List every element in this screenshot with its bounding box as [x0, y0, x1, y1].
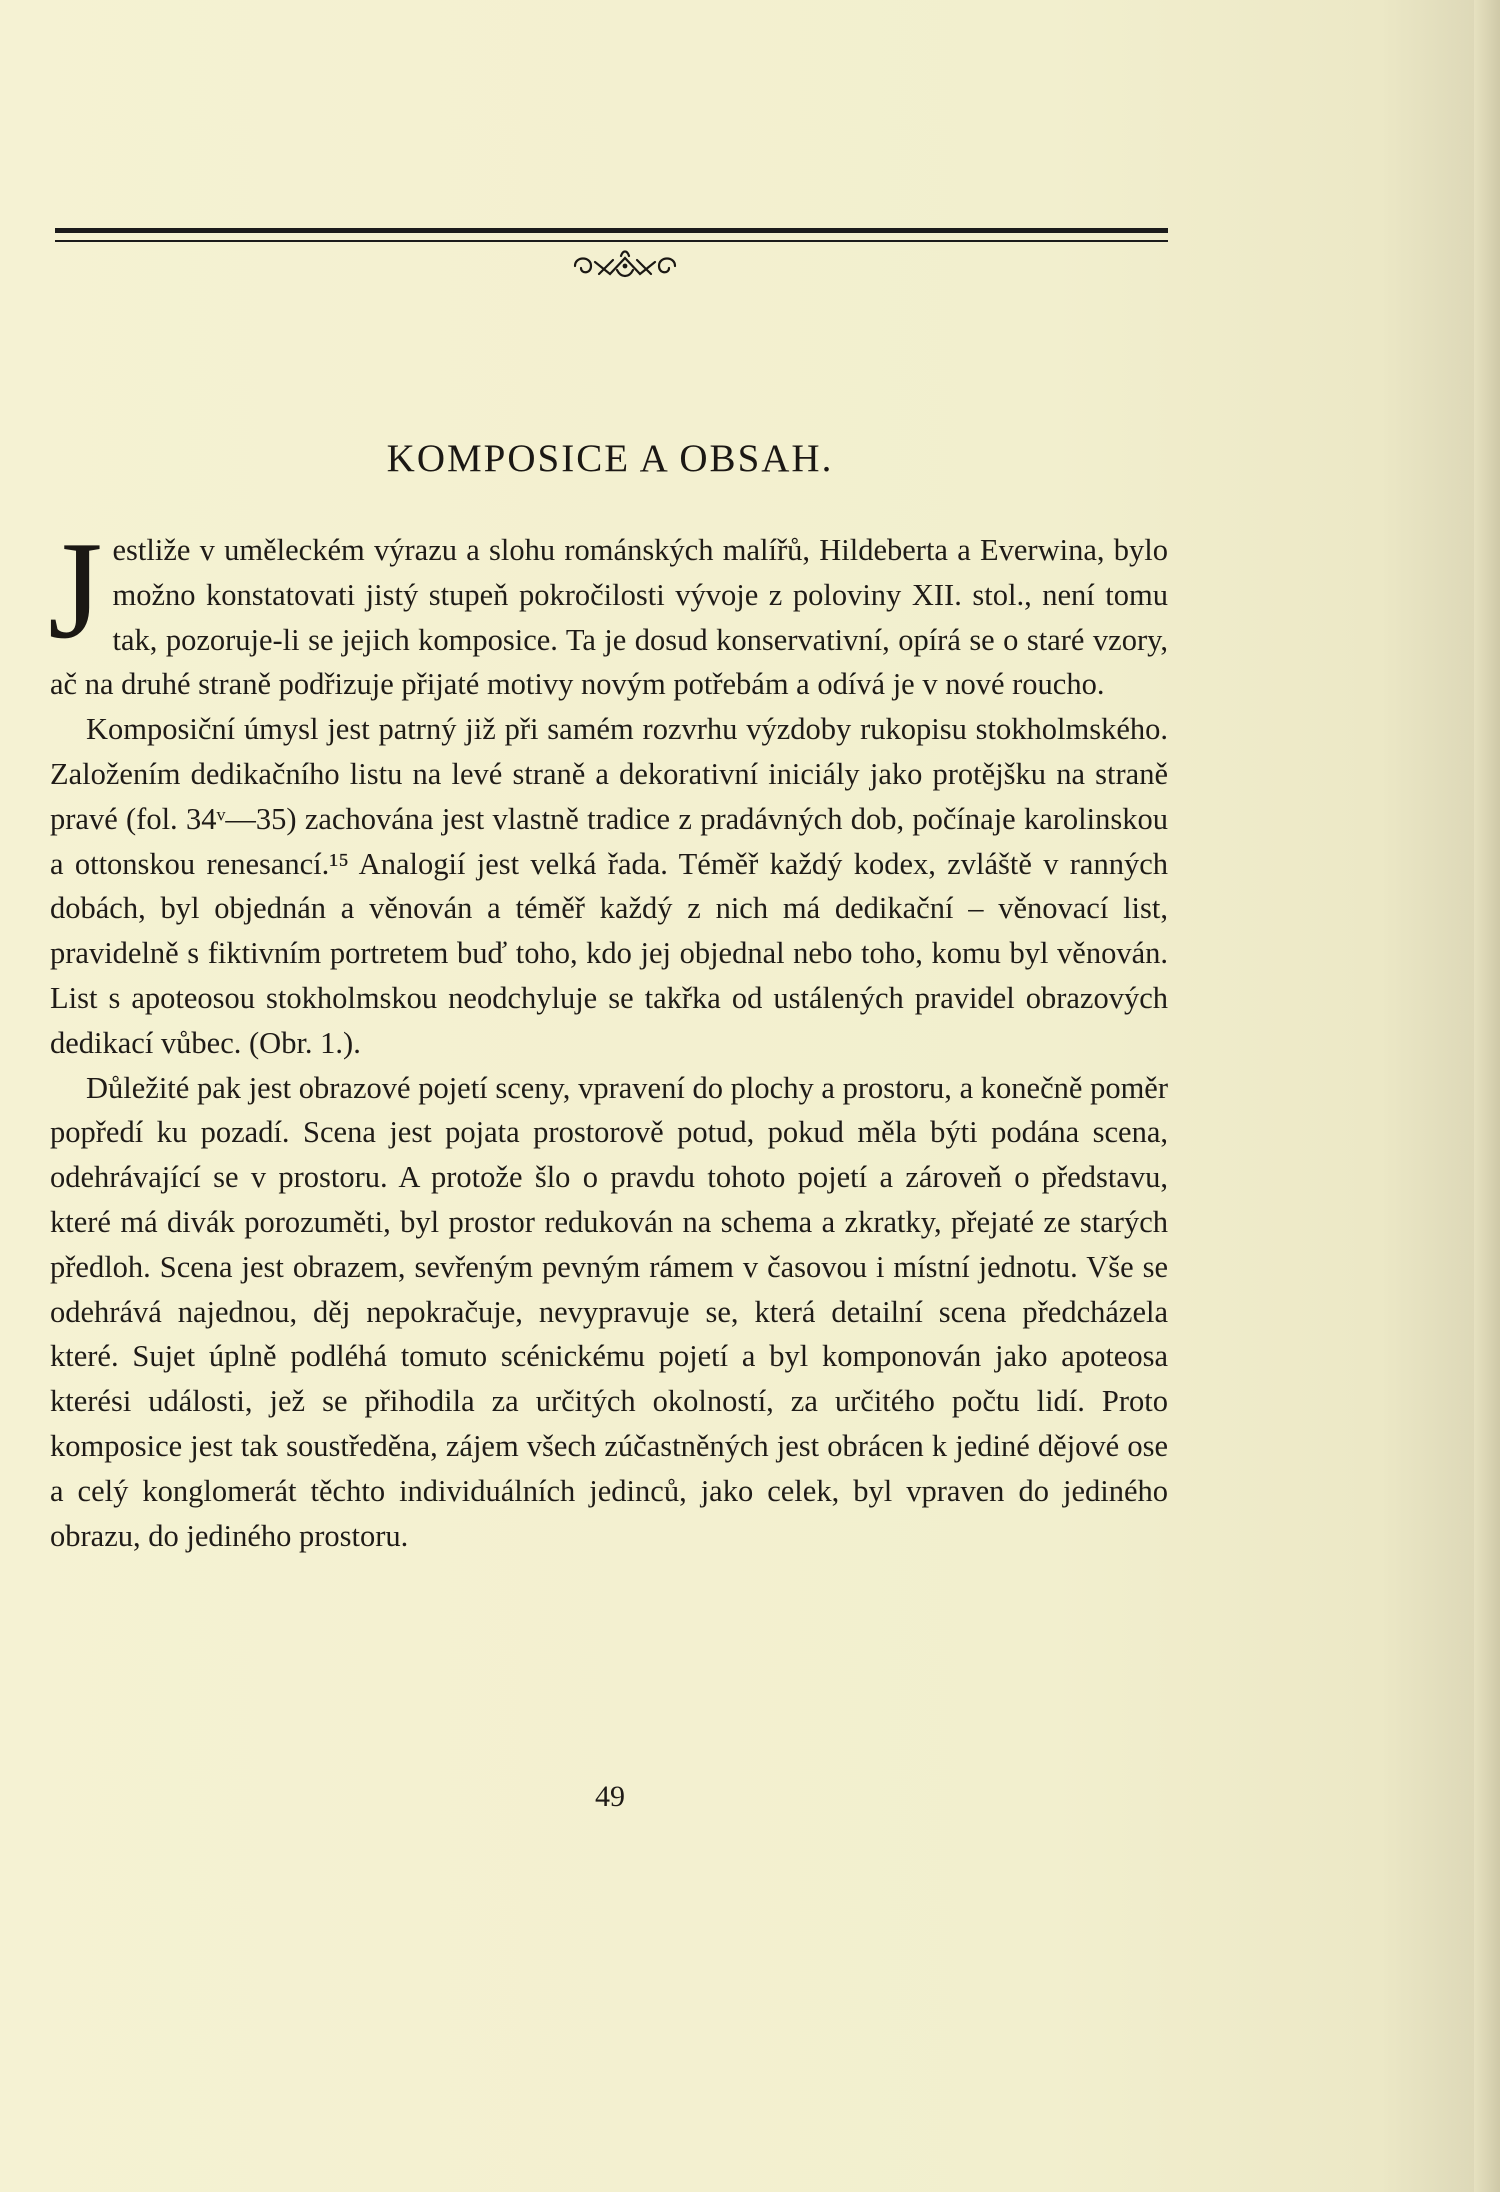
- chapter-title: KOMPOSICE A OBSAH.: [386, 437, 834, 480]
- paragraph-2: Komposiční úmysl jest patrný již při samém rozvrhu výzdoby rukopisu stokholmského. Založením dedikačního listu na levé straně a dekorativní iniciály jako protějšku na straně pravé (fol. 34ᵛ—35) zachována jest vlastně tradice z pradávných dob, počínaje karolinskou a ottonskou renesancí.¹⁵ Analogií jest velká řada. Téměř každý kodex, zvláště v ranných dobách, byl objednán a věnován a téměř každý z nich má dedikační – věnovací list, pravidelně s fiktivním portretem buď toho, kdo jej objednal nebo toho, komu byl věnován. List s apoteosou stokholmskou neodchyluje se takřka od ustálených pravidel obrazových dedikací vůbec. (Obr. 1.).: [50, 712, 1168, 1060]
- paragraph-1: [48, 513, 1168, 707]
- drop-cap: J: [48, 513, 103, 668]
- header-rule-thin: [55, 240, 1168, 242]
- floral-ornament-icon: [565, 248, 685, 282]
- paragraph-1-text: estliže v uměleckém výrazu a slohu románských malířů, Hildeberta a Everwina, bylo možno konstatovati jistý stupeň pokročilosti vývoje z poloviny XII. stol., není tomu tak, pozoruje-li se jejich komposice. Ta je dosud konservativní, opírá se o staré vzory, ač na druhé straně podřizuje přijaté motivy novým potřebám a odívá je v nové roucho.: [50, 533, 1168, 702]
- page-edge-shadow: [1474, 0, 1500, 2192]
- body-text: [48, 513, 1168, 1558]
- header-rule-thick: [55, 228, 1168, 233]
- page-number: 49: [595, 1780, 625, 1813]
- paragraph-3: Důležité pak jest obrazové pojetí sceny, vpravení do plochy a prostoru, a konečně poměr popředí ku pozadí. Scena jest pojata prostorově potud, pokud měla býti podána scena, odehrávající se v prostoru. A protože šlo o pravdu tohoto pojetí a zároveň o představu, které má divák porozuměti, byl prostor redukován na schema a zkratky, přejaté ze starých předloh. Scena jest obrazem, sevřeným pevným rámem v časovou i místní jednotu. Vše se odehrává najednou, děj nepokračuje, nevypravuje se, která detailní scena předcházela které. Sujet úplně podléhá tomuto scénickému pojetí a byl komponován jako apoteosa kterési události, jež se přihodila za určitých okolností, za určitého počtu lidí. Proto komposice jest tak soustředěna, zájem všech zúčastněných jest obrácen k jediné dějové ose a celý konglomerát těchto individuálních jedinců, jako celek, byl vpraven do jediného obrazu, do jediného prostoru.: [50, 1070, 1168, 1553]
